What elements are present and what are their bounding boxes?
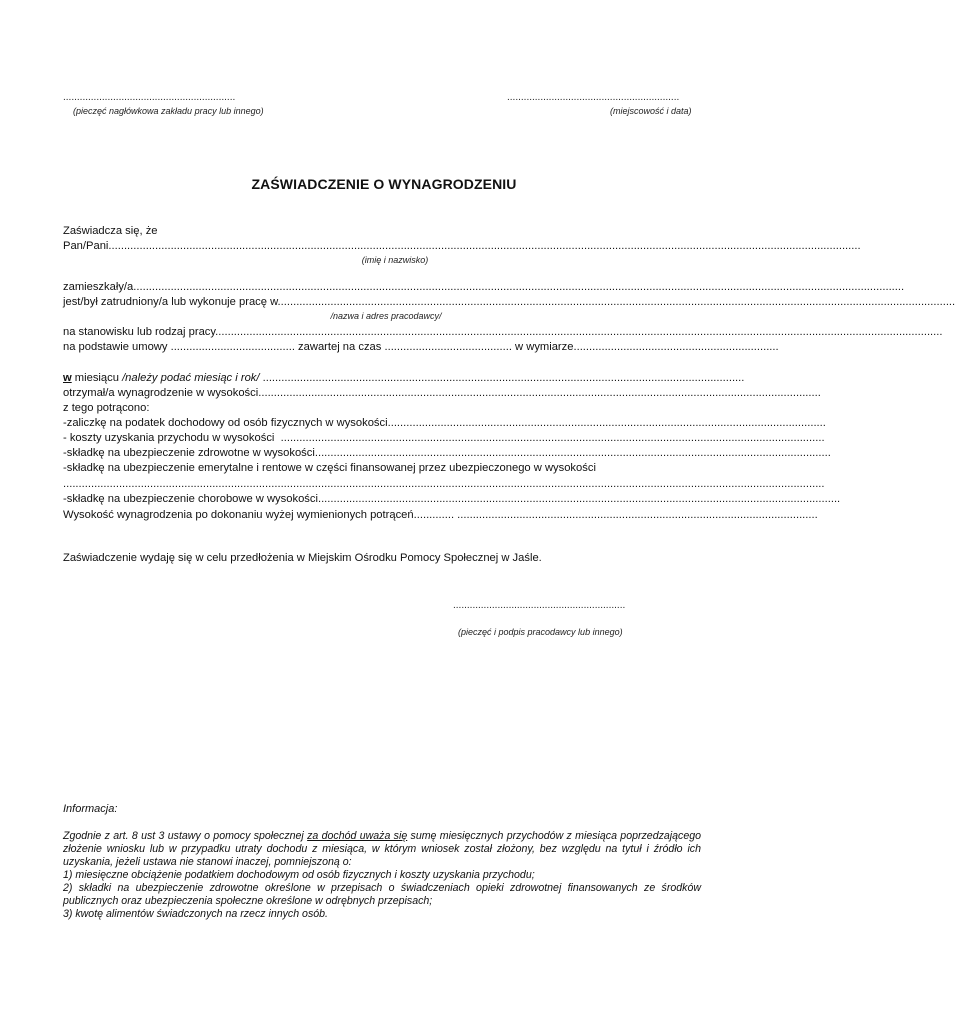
- contract-term-label: zawartej na czas: [294, 341, 385, 353]
- pension-field[interactable]: .....................................................................................................................................................................................................................................................: [63, 478, 825, 490]
- name-caption: (imię i nazwisko): [361, 255, 429, 265]
- place-date-dots: ..............................................................: [507, 92, 680, 103]
- position-label: na stanowisku lub rodzaj pracy: [63, 326, 216, 338]
- position-line: [63, 325, 943, 340]
- received-line: [63, 386, 821, 401]
- info-item-1: 1) miesięczne obciążenie podatkiem dochodowym od osób fizycznych i koszty uzyskania przychodu;: [63, 869, 535, 881]
- health-field[interactable]: ......................................................................................................................................................................: [314, 447, 831, 459]
- net-label: Wysokość wynagrodzenia po dokonaniu wyżej wymienionych potrąceń: [63, 509, 414, 521]
- position-field[interactable]: ..........................................................................................................................................................................................................................................: [215, 326, 943, 338]
- signature-dots: ..............................................................: [453, 600, 626, 611]
- employer-stamp-caption: (pieczęć nagłówkowa zakładu pracy lub innego): [73, 106, 264, 116]
- net-field[interactable]: ............. ....................................................................................................................: [413, 509, 818, 521]
- deducted-label: z tego potrącono:: [63, 402, 150, 414]
- tax-line: [63, 416, 826, 431]
- costs-label: - koszty uzyskania przychodu w wysokości: [63, 432, 281, 444]
- signature-caption: (pieczęć i podpis pracodawcy lub innego): [458, 627, 623, 637]
- name-label: Pan/Pani: [63, 240, 109, 252]
- address-field[interactable]: ........................................................................................................................................................................................................................................................: [133, 281, 905, 293]
- info-item-2: 2) składki na ubezpieczenie zdrowotne określone w przepisach o świadczeniach opieki zdrowotnej finansowanych ze środków publicznych oraz ubezpieczenia społeczne określone w odrębnych przepisach;: [63, 882, 701, 907]
- name-line: [63, 239, 861, 254]
- sickness-line: [63, 492, 841, 507]
- health-label: -składkę na ubezpieczenie zdrowotne w wysokości: [63, 447, 315, 459]
- employer-caption: /nazwa i adres pracodawcy/: [330, 311, 442, 321]
- info-paragraph: [63, 830, 701, 869]
- intro-line: [63, 224, 703, 239]
- health-line: [63, 446, 831, 461]
- info-p1-end: sumę miesięcznych przychodów z miesiąca poprzedzającego złożenie wniosku lub w przypadku utraty dochodu z miesiąca, w którym wniosek został złożony, bez względu na tytuł i źródło ich uzyskania, jeżeli ustawa nie stanowi inaczej, pomniejszoną o:: [63, 830, 701, 868]
- contract-line: [63, 340, 779, 355]
- purpose-text: Zaświadczenie wydaję się w celu przedłożenia w Miejskim Ośrodku Pomocy Społecznej w Jaśle.: [63, 552, 542, 564]
- month-prefix: w: [63, 372, 72, 384]
- employed-line: [63, 295, 955, 310]
- pension-line: [63, 461, 703, 476]
- costs-field[interactable]: ...............................................................................................................................................................................: [280, 432, 825, 444]
- pension-field-line: [63, 477, 825, 492]
- document-title: ZAŚWIADCZENIE O WYNAGRODZENIU: [251, 176, 517, 192]
- info-heading: Informacja:: [63, 803, 118, 815]
- contract-scope-label: w wymiarze: [511, 341, 574, 353]
- employer-stamp-dots: ..............................................................: [63, 92, 236, 103]
- purpose-line: [63, 551, 703, 566]
- net-line: [63, 508, 818, 523]
- received-field[interactable]: .....................................................................................................................................................................................: [258, 387, 821, 399]
- tax-label: -zaliczkę na podatek dochodowy od osób fizycznych w wysokości: [63, 417, 388, 429]
- info-p1-start: Zgodnie z art. 8 ust 3 ustawy o pomocy społecznej: [63, 830, 308, 842]
- name-field[interactable]: ..................................................................................................................................................................................................................................................: [108, 240, 861, 252]
- info-text: [63, 830, 701, 921]
- sickness-field[interactable]: ........................................................................................................................................................................: [317, 493, 841, 505]
- contract-term-field[interactable]: .........................................: [384, 341, 512, 353]
- address-label: zamieszkały/a: [63, 281, 134, 293]
- tax-field[interactable]: .............................................................................................................................................: [387, 417, 826, 429]
- employed-label: jest/był zatrudniony/a lub wykonuje pracę w: [63, 296, 278, 308]
- month-line: [63, 371, 745, 386]
- info-item-3: 3) kwotę alimentów świadczonych na rzecz innych osób.: [63, 908, 328, 920]
- pension-label: -składkę na ubezpieczenie emerytalne i rentowe w części finansowanej przez ubezpieczonego w wysokości: [63, 462, 596, 474]
- address-line: [63, 280, 905, 295]
- month-field[interactable]: ...........................................................................................................................................................: [259, 372, 745, 384]
- intro-text: Zaświadcza się, że: [63, 225, 158, 237]
- contract-label: na podstawie umowy: [63, 341, 171, 353]
- month-hint: /należy podać miesiąc i rok/: [122, 372, 260, 384]
- info-p1-underlined: za dochód uważa się: [307, 830, 408, 842]
- contract-scope-field[interactable]: ..................................................................: [573, 341, 779, 353]
- received-label: otrzymał/a wynagrodzenie w wysokości: [63, 387, 259, 399]
- month-label: miesiącu: [71, 372, 123, 384]
- costs-line: [63, 431, 825, 446]
- deducted-line: [63, 401, 703, 416]
- employer-field[interactable]: ..........................................................................................................................................................................................................................: [277, 296, 955, 308]
- sickness-label: -składkę na ubezpieczenie chorobowe w wysokości: [63, 493, 318, 505]
- contract-type-field[interactable]: ........................................: [170, 341, 295, 353]
- place-date-caption: (miejscowość i data): [610, 106, 692, 116]
